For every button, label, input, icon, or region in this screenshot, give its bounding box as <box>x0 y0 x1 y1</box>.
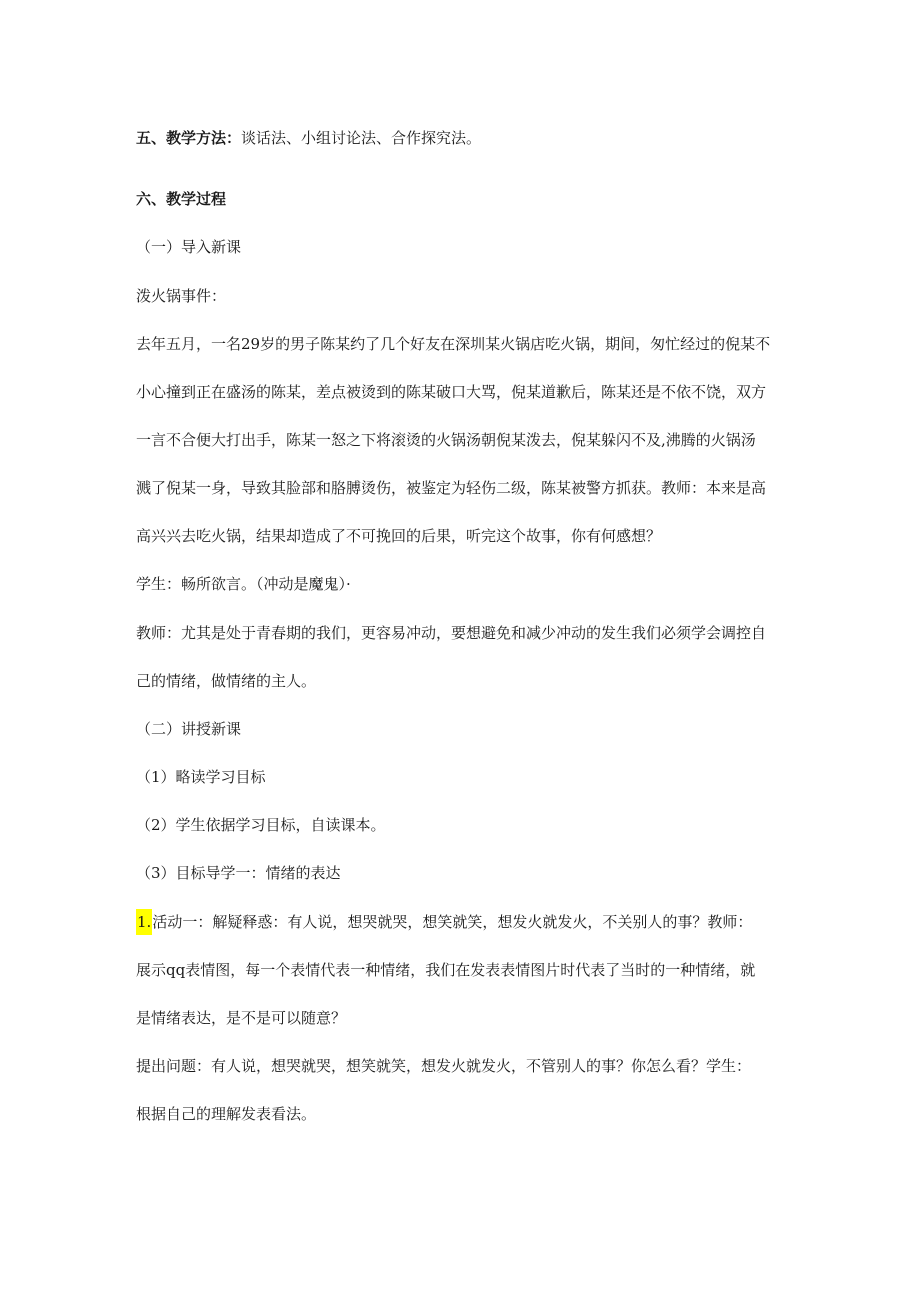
question-line: 提出问题：有人说，想哭就哭，想笑就笑，想发火就发火，不管别人的事？你怎么看？学生： <box>136 1057 752 1075</box>
step-item: （2）学生依据学习目标，自读课本。 <box>136 816 386 834</box>
question-line: 根据自己的理解发表看法。 <box>136 1105 317 1123</box>
activity-line: 是情绪表达，是不是可以随意？ <box>136 1009 347 1027</box>
story-line: 溅了倪某一身，导致其脸部和胳膊烫伤，被鉴定为轻伤二级，陈某被警方抓获。教师：本来是高 <box>136 479 767 497</box>
activity-line: 展示qq表情图，每一个表情代表一种情绪，我们在发表表情图片时代表了当时的一种情绪，就 <box>136 961 756 979</box>
student-response: 学生：畅所欲言。（冲动是魔鬼）· <box>136 575 351 593</box>
activity-line <box>136 912 752 932</box>
story-line: 小心撞到正在盛汤的陈某，差点被烫到的陈某破口大骂，倪某道歉后，陈某还是不依不饶，双方 <box>136 383 767 401</box>
story-line: 一言不合便大打出手，陈某一怒之下将滚烫的火锅汤朝倪某泼去，倪某躲闪不及,沸腾的火锅汤 <box>136 431 756 449</box>
story-line: 高兴兴去吃火锅，结果却造成了不可挽回的后果，听完这个故事，你有何感想？ <box>136 527 662 545</box>
step-item: （1）略读学习目标 <box>136 768 266 786</box>
highlighted-number: 1. <box>136 909 152 935</box>
activity-text: 活动一：解疑释惑：有人说，想哭就哭，想笑就笑，想发火就发火，不关别人的事？教师： <box>152 913 753 931</box>
subheading-new-lesson: （二）讲授新课 <box>136 720 242 738</box>
teacher-line: 己的情绪，做情绪的主人。 <box>136 672 317 690</box>
method-line <box>136 128 481 148</box>
step-item: （3）目标导学一：情绪的表达 <box>136 864 341 882</box>
subheading-intro: （一）导入新课 <box>136 238 242 256</box>
teacher-line: 教师：尤其是处于青春期的我们，更容易冲动，要想避免和减少冲动的发生我们必须学会调控自 <box>136 624 767 642</box>
section-heading-process: 六、教学过程 <box>136 190 227 208</box>
methods-text: 谈话法、小组讨论法、合作探究法。 <box>241 129 482 147</box>
section-heading-methods: 五、教学方法： <box>136 129 242 147</box>
story-line: 去年五月，一名29岁的男子陈某约了几个好友在深圳某火锅店吃火锅，期间，匆忙经过的倪某不 <box>136 335 771 353</box>
event-title: 泼火锅事件： <box>136 287 227 305</box>
